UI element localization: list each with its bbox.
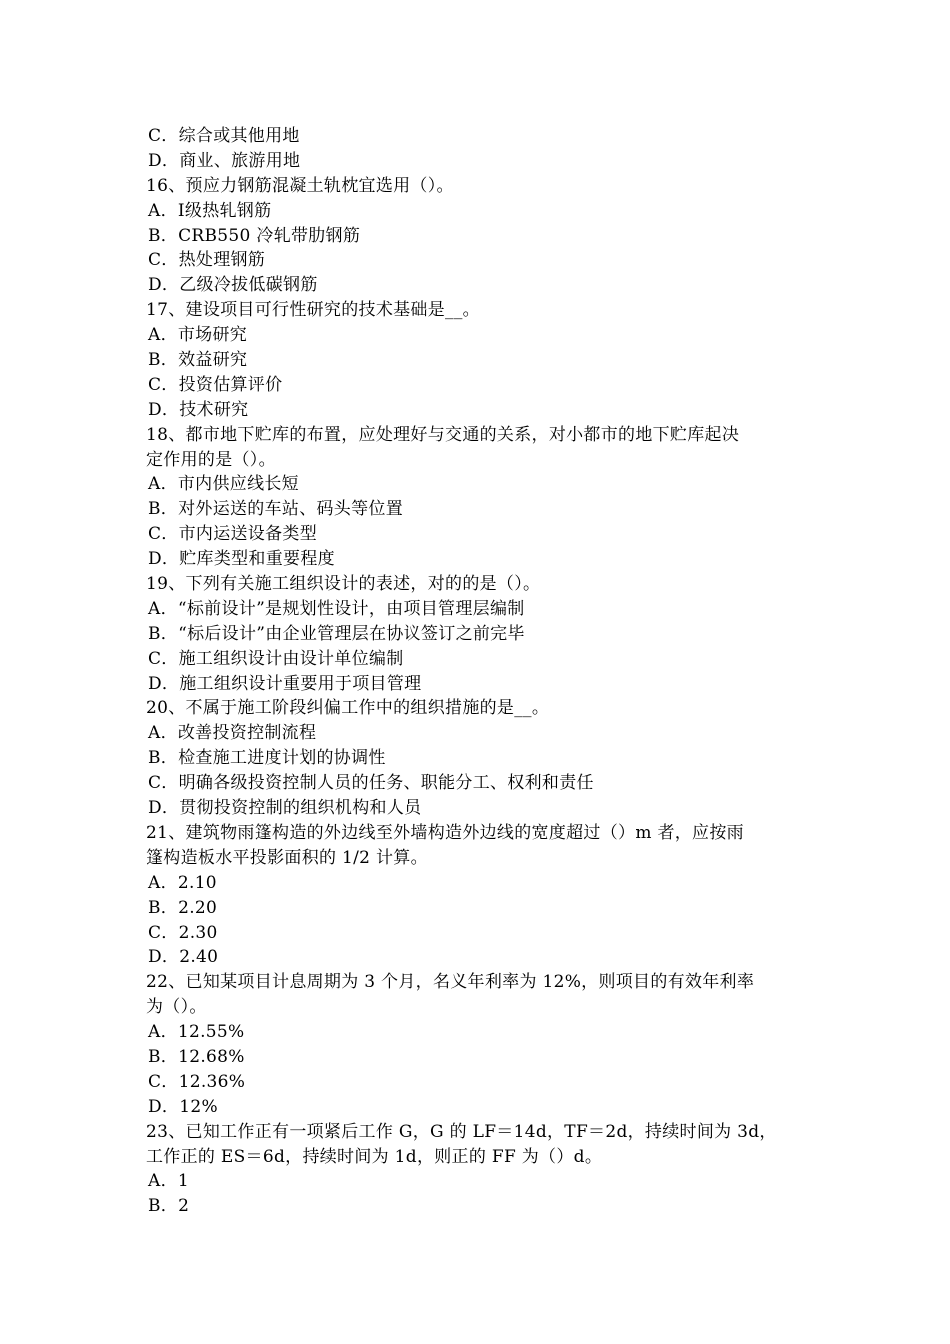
answer-option-line: D．乙级冷拔低碳钢筋	[148, 275, 318, 296]
question-text-line: 19、下列有关施工组织设计的表述，对的的是（）。	[146, 574, 541, 595]
answer-option-line: C．综合或其他用地	[148, 126, 300, 146]
answer-option-line: A．12.55%	[148, 1022, 245, 1043]
question-text-line: 篷构造板水平投影面积的 1/2 计算。	[146, 847, 428, 868]
question-text-line: 20、不属于施工阶段纠偏工作中的组织措施的是__。	[146, 698, 550, 719]
answer-option-line: B．12.68%	[148, 1046, 245, 1067]
question-text-line: 定作用的是（）。	[146, 449, 276, 470]
question-text-line: 23、已知工作正有一项紧后工作 G，G 的 LF＝14d，TF＝2d，持续时间为 3d，	[146, 1121, 777, 1142]
answer-option-line: C．明确各级投资控制人员的任务、职能分工、权利和责任	[148, 773, 594, 794]
answer-option-line: D．商业、旅游用地	[148, 150, 301, 171]
answer-option-line: D．12%	[148, 1096, 218, 1117]
answer-option-line: C．施工组织设计由设计单位编制	[148, 648, 404, 669]
answer-option-line: B．效益研究	[148, 350, 248, 371]
answer-option-line: A．2.10	[148, 872, 217, 893]
answer-option-line: D．技术研究	[148, 399, 249, 420]
question-text-line: 18、都市地下贮库的布置，应处理好与交通的关系，对小都市的地下贮库起决	[146, 424, 740, 445]
answer-option-line: B．2.20	[148, 897, 218, 918]
answer-option-line: C．2.30	[148, 922, 218, 943]
answer-option-line: A．“标前设计”是规划性设计，由项目管理层编制	[148, 598, 525, 619]
answer-option-line: A．市场研究	[148, 325, 248, 346]
answer-option-line: D．贮库类型和重要程度	[148, 549, 335, 570]
answer-option-line: C．热处理钢筋	[148, 250, 266, 271]
question-list	[146, 124, 810, 1219]
answer-option-line: B．2	[148, 1196, 190, 1217]
answer-option-line: D．2.40	[148, 947, 219, 968]
answer-option-line: A．Ⅰ级热轧钢筋	[148, 200, 272, 221]
answer-option-line: B．“标后设计”由企业管理层在协议签订之前完毕	[148, 623, 525, 644]
answer-option-line: B．CRB550 冷轧带肋钢筋	[148, 225, 361, 246]
question-text-line: 16、预应力钢筋混凝土轨枕宜选用（）。	[146, 175, 454, 196]
answer-option-line: D．施工组织设计重要用于项目管理	[148, 673, 422, 694]
question-text-line: 21、建筑物雨篷构造的外边线至外墙构造外边线的宽度超过（）m 者，应按雨	[146, 822, 744, 843]
question-text-line: 17、建设项目可行性研究的技术基础是__。	[146, 300, 480, 321]
answer-option-line: C．投资估算评价	[148, 374, 283, 395]
answer-option-line: C．市内运送设备类型	[148, 524, 318, 545]
question-text-line: 工作正的 ES＝6d，持续时间为 1d，则正的 FF 为（）d。	[146, 1146, 603, 1167]
answer-option-line: A．市内供应线长短	[148, 474, 299, 495]
answer-option-line: D．贯彻投资控制的组织机构和人员	[148, 798, 422, 819]
answer-option-line: B．对外运送的车站、码头等位置	[148, 499, 403, 520]
question-text-line: 22、已知某项目计息周期为 3 个月，名义年利率为 12%，则项目的有效年利率	[146, 972, 755, 993]
answer-option-line: C．12.36%	[148, 1071, 246, 1092]
answer-option-line: A．改善投资控制流程	[148, 723, 317, 744]
question-text-line: 为（）。	[146, 997, 207, 1018]
answer-option-line: A．1	[148, 1171, 189, 1192]
answer-option-line: B．检查施工进度计划的协调性	[148, 748, 386, 769]
